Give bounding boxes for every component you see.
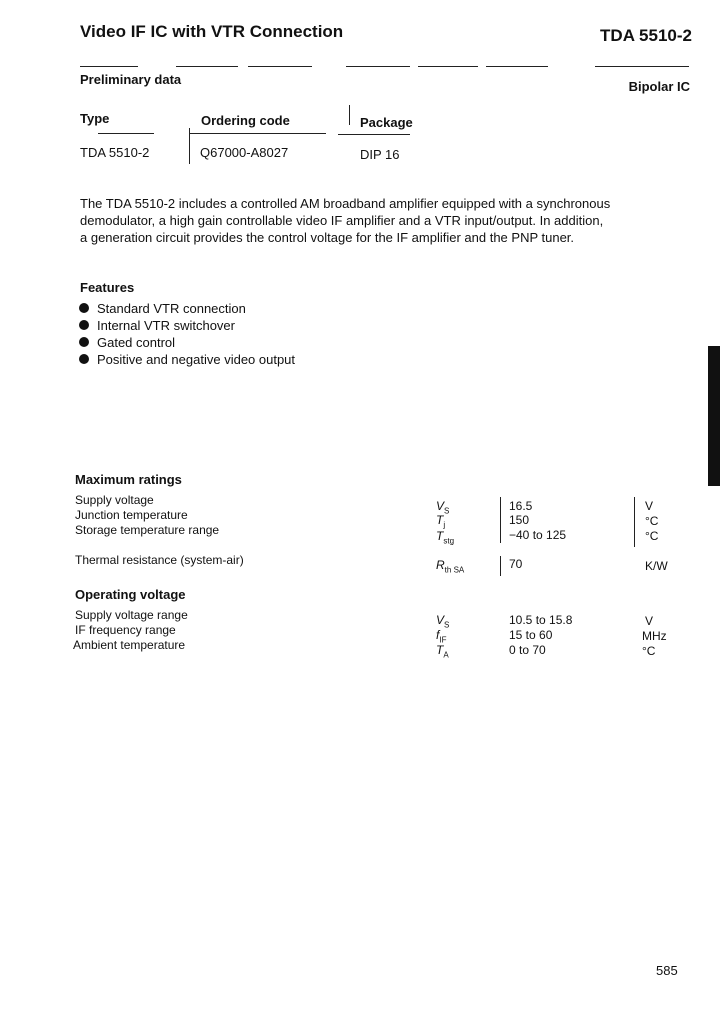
unit: °C (645, 529, 659, 543)
cell-ordering-code: Q67000-A8027 (200, 145, 289, 160)
divider (98, 133, 154, 134)
symbol-main: T (436, 643, 444, 657)
unit: V (645, 614, 654, 628)
divider (248, 66, 312, 67)
value: −40 to 125 (509, 528, 567, 542)
divider (500, 556, 501, 576)
cell-type: TDA 5510-2 (80, 145, 150, 160)
symbol (436, 558, 464, 574)
symbol-sub: stg (443, 536, 455, 546)
unit: MHz (642, 629, 667, 643)
symbol-sub: S (444, 506, 450, 516)
divider (595, 66, 689, 67)
value: 70 (509, 557, 523, 571)
description-line: The TDA 5510-2 includes a controlled AM broadband amplifier equipped with a synchronous (80, 196, 611, 211)
symbol (436, 513, 445, 529)
divider (190, 133, 326, 134)
col-header-ordering-code: Ordering code (201, 113, 290, 128)
thumb-index-marker (708, 346, 720, 486)
col-header-type: Type (80, 111, 110, 126)
bullet-icon (79, 337, 89, 347)
divider (486, 66, 548, 67)
divider (346, 66, 410, 67)
unit: °C (642, 644, 656, 658)
col-header-package: Package (360, 115, 413, 130)
unit: V (645, 499, 654, 513)
divider (349, 105, 350, 125)
symbol-sub: A (443, 650, 449, 660)
feature-item: Internal VTR switchover (97, 318, 235, 333)
bullet-icon (79, 320, 89, 330)
value: 150 (509, 513, 530, 527)
param-label: Thermal resistance (system-air) (75, 553, 244, 567)
document-title: Video IF IC with VTR Connection (80, 22, 344, 41)
symbol (436, 529, 454, 545)
description (80, 195, 610, 246)
features-heading: Features (80, 280, 135, 295)
technology-label: Bipolar IC (628, 79, 690, 94)
divider (80, 66, 138, 67)
divider (176, 66, 238, 67)
maximum-ratings-heading: Maximum ratings (75, 472, 182, 487)
param-label: Supply voltage (75, 493, 154, 507)
value: 15 to 60 (509, 628, 553, 642)
param-label: Ambient temperature (73, 638, 186, 652)
cell-package: DIP 16 (360, 147, 400, 162)
divider (634, 497, 635, 547)
feature-item: Positive and negative video output (97, 352, 296, 367)
symbol-sub: IF (439, 635, 447, 645)
symbol-sub: S (444, 620, 450, 630)
symbol (436, 628, 446, 644)
description-line: demodulator, a high gain controllable video IF amplifier and a VTR input/output. In addition, (80, 213, 604, 228)
page-number: 585 (656, 963, 678, 978)
symbol-sub: j (443, 520, 446, 530)
status-label: Preliminary data (80, 72, 182, 87)
symbol-main: T (436, 529, 444, 543)
divider (500, 497, 501, 543)
value: 16.5 (509, 499, 533, 513)
symbol-main: V (436, 613, 445, 627)
feature-item: Standard VTR connection (97, 301, 246, 316)
bullet-icon (79, 354, 89, 364)
param-label: Supply voltage range (75, 608, 188, 622)
symbol-main: V (436, 499, 445, 513)
symbol-main: T (436, 513, 444, 527)
symbol-main: R (436, 558, 445, 572)
symbol-main: f (436, 628, 440, 642)
divider (189, 128, 190, 164)
symbol-sub: th SA (444, 565, 465, 575)
part-number: TDA 5510-2 (600, 26, 692, 45)
divider (338, 134, 410, 135)
param-label: IF frequency range (75, 623, 176, 637)
bullet-icon (79, 303, 89, 313)
value: 10.5 to 15.8 (509, 613, 573, 627)
divider (418, 66, 478, 67)
feature-item: Gated control (97, 335, 176, 350)
param-label: Junction temperature (75, 508, 188, 522)
param-label: Storage temperature range (75, 523, 220, 537)
unit: °C (645, 514, 659, 528)
symbol (436, 613, 449, 629)
description-line: a generation circuit provides the control voltage for the IF amplifier and the PNP tuner. (80, 230, 575, 245)
unit: K/W (645, 559, 668, 573)
symbol (436, 643, 449, 659)
value: 0 to 70 (509, 643, 546, 657)
operating-voltage-heading: Operating voltage (75, 587, 186, 602)
